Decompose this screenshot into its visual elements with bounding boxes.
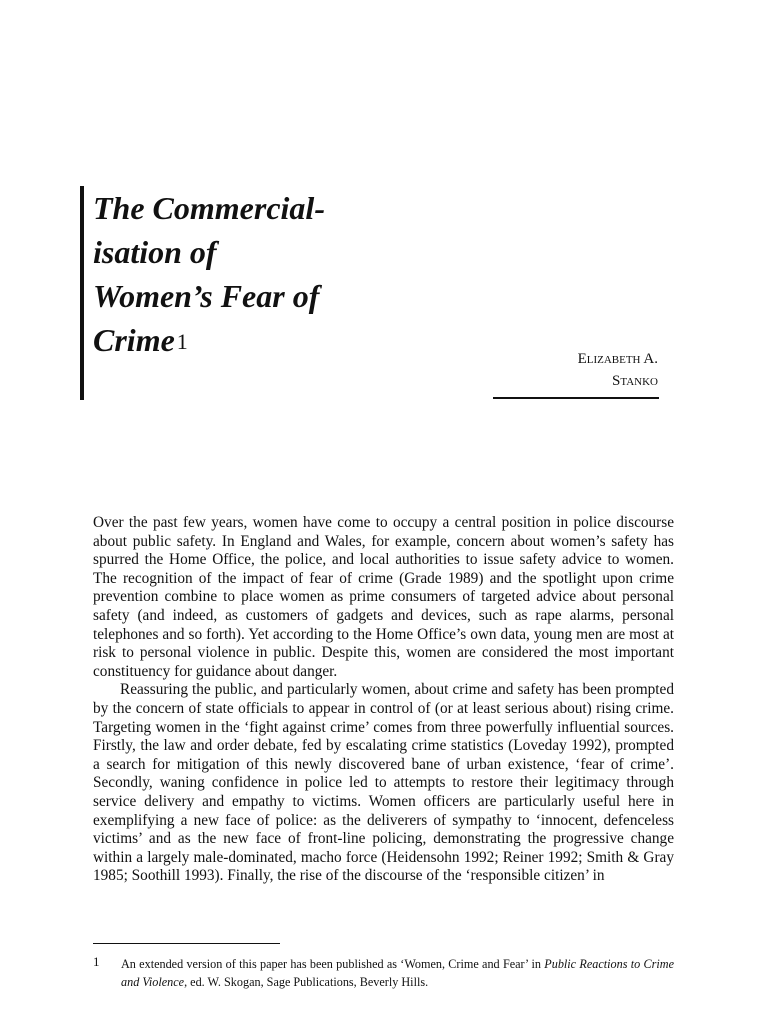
footnote-source-title-part-2: Reactions to Crime and Violence — [121, 957, 674, 989]
article-body — [93, 514, 674, 886]
footnote-text — [121, 955, 674, 991]
body-paragraph-2: Reassuring the public, and particularly women, about crime and safety has been prompted by the concern of state officials to appear in control of (or at least serious about) rising crime. Targeting women in the ‘fight against crime’ comes from three powerfully influential sources. Firstly, the law and order debate, fed by escalating crime statistics (Loveday 1992), prompted a search for mitigation of this newly discovered bane of urban existence, ‘fear of crime’. Secondly, waning confidence in police led to attempts to restore their legitimacy through service delivery and empathy to victims. Women officers are particularly useful here in exemplifying a new face of police: as the deliverers of sympathy to ‘innocent, defenceless victims’ and as the new face of front-line policing, demonstrating the progressive change within a largely male-dominated, macho force (Heidensohn 1992; Reiner 1992; Smith & Gray 1985; Soothill 1993). Finally, the rise of the discourse of the ‘responsible citizen’ in — [93, 681, 674, 885]
author-byline — [578, 348, 658, 392]
body-paragraph-1: Over the past few years, women have come to occupy a central position in police discourse about public safety. In England and Wales, for example, concern about women’s safety has spurred the Home Office, the police, and local authorities to issue safety advice to women. The recognition of the impact of fear of crime (Grade 1989) and the spotlight upon crime prevention combine to place women as prime consumers of targeted advice about personal safety (and indeed, as customers of gadgets and devices, such as rape alarms, personal telephones and so forth). Yet according to the Home Office’s own data, young men are most at risk to personal violence in public. Despite this, women are considered the most important constituency for guidance about danger. — [93, 514, 674, 680]
title-side-rule — [80, 186, 84, 400]
title-footnote-marker[interactable]: 1 — [176, 329, 188, 354]
title-line-3: Women’s Fear of — [93, 278, 320, 314]
author-line-1: Elizabeth A. — [577, 351, 658, 367]
article-title — [93, 186, 413, 366]
author-line-2: Stanko — [612, 373, 658, 389]
footnote-source-title-part-1: Public — [544, 957, 577, 971]
title-line-2: isation of — [93, 234, 217, 270]
footnote-text-end: , ed. W. Skogan, Sage Publications, Beverly Hills. — [184, 975, 429, 989]
title-line-1: The Commercial- — [93, 190, 325, 226]
title-line-4 — [93, 318, 413, 366]
author-rule — [493, 397, 659, 399]
footnote-number: 1 — [93, 954, 100, 969]
title-line-4-text: Crime — [93, 322, 175, 358]
footnote — [93, 955, 674, 991]
footnote-rule — [93, 943, 280, 944]
footnote-text-start: An extended version of this paper has been published as ‘Women, Crime and Fear’ in — [121, 957, 545, 971]
